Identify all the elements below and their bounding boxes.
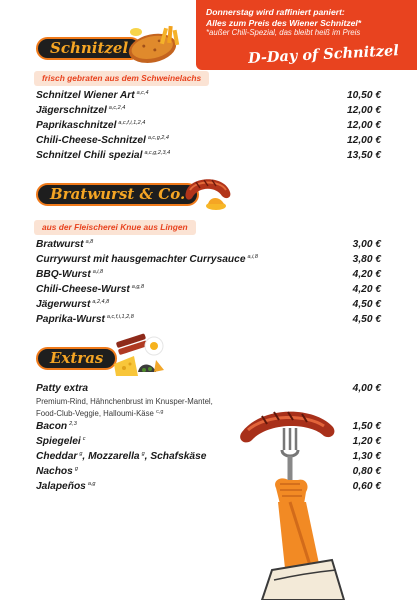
allergens: a,g,8 xyxy=(131,284,145,290)
menu-row xyxy=(36,269,381,280)
item-price: 12,00 € xyxy=(347,135,381,146)
allergens: a,c,2,4 xyxy=(108,105,126,111)
allergens: a,i,8 xyxy=(247,254,258,260)
item-price: 4,50 € xyxy=(352,314,381,325)
menu-row xyxy=(36,299,381,310)
allergens: 2,3 xyxy=(69,421,77,427)
item-name: Spiegelei xyxy=(36,436,81,447)
fork-sausage-illustration xyxy=(232,400,382,600)
item-name: BBQ-Wurst xyxy=(36,269,91,280)
item-name: Jalapeños xyxy=(36,481,86,492)
allergens: a,c,g,2,4 xyxy=(147,135,169,141)
item-price: 4,50 € xyxy=(352,299,381,310)
item-price: 1,50 € xyxy=(352,421,381,432)
item-name: Schnitzel Wiener Art xyxy=(36,90,135,101)
item-name: Bratwurst xyxy=(36,239,84,250)
item-name: Paprika-Wurst xyxy=(36,314,105,325)
item-price: 1,20 € xyxy=(352,436,381,447)
menu-row: Cheddar $^g$, Mozzarella $^g$, Schafskäse 1,30 € xyxy=(36,451,381,462)
menu-row xyxy=(36,254,381,265)
item-name: Chili-Cheese-Schnitzel xyxy=(36,135,146,146)
allergens: a,8 xyxy=(85,239,94,245)
item-price: 0,60 € xyxy=(352,481,381,492)
allergens: c,g xyxy=(156,409,164,415)
allergens: g xyxy=(79,451,83,457)
promo-banner xyxy=(196,0,417,70)
extras-icon xyxy=(108,332,170,384)
allergens: a,c,f,i,1,2,4 xyxy=(118,120,146,126)
item-price: 3,00 € xyxy=(352,239,381,250)
sausage-icon xyxy=(180,170,236,214)
item-price: 1,30 € xyxy=(352,451,381,462)
item-name: Schnitzel Chili spezial xyxy=(36,150,143,161)
item-price: 13,50 € xyxy=(347,150,381,161)
menu-row xyxy=(36,383,381,394)
allergens: g xyxy=(74,466,78,472)
allergens: a,i,8 xyxy=(92,269,104,275)
item-price: 0,80 € xyxy=(352,466,381,477)
menu-row xyxy=(36,90,381,101)
item-price: 4,20 € xyxy=(352,284,381,295)
allergens: c xyxy=(82,436,86,442)
menu-row xyxy=(36,284,381,295)
item-name: Bacon xyxy=(36,421,68,432)
allergens: a,2,4,8 xyxy=(92,299,110,305)
item-price: 12,00 € xyxy=(347,120,381,131)
item-name-3: Schafskäse xyxy=(150,451,207,462)
allergens: g xyxy=(141,451,145,457)
menu-row xyxy=(36,239,381,250)
item-name-2: Mozzarella xyxy=(88,451,140,462)
promo-line-2: Alles zum Preis des Wiener Schnitzel* xyxy=(206,17,362,28)
promo-title: D-Day of Schnitzel xyxy=(247,42,400,67)
item-name: Currywurst mit hausgemachter Currysauce xyxy=(36,254,246,265)
patty-desc-line-1: Premium-Rind, Hähnchenbrust im Knusper-Mantel, xyxy=(36,397,213,406)
item-name: Chili-Cheese-Wurst xyxy=(36,284,130,295)
menu-row xyxy=(36,150,381,161)
item-price: 4,20 € xyxy=(352,269,381,280)
patty-desc-line-2: Food-Club-Veggie, Halloumi-Käse xyxy=(36,409,154,418)
schnitzel-subtitle: frisch gebraten aus dem Schweinelachs xyxy=(34,71,209,86)
allergens: a,g xyxy=(87,481,96,487)
schnitzel-icon xyxy=(124,22,186,66)
allergens: a,c,4 xyxy=(136,90,149,96)
menu-row xyxy=(36,314,381,325)
allergens: a,c,g,2,3,4 xyxy=(144,150,171,156)
item-name: Jägerschnitzel xyxy=(36,105,107,116)
item-price: 12,00 € xyxy=(347,105,381,116)
menu-row xyxy=(36,120,381,131)
item-price: 10,50 € xyxy=(347,90,381,101)
allergens: a,c,f,i,1,2,8 xyxy=(106,314,134,320)
promo-note: *außer Chili-Spezial, das bleibt heiß im Preis xyxy=(206,28,361,37)
item-price: 3,80 € xyxy=(352,254,381,265)
item-price: 4,00 € xyxy=(352,383,381,394)
item-name: Nachos xyxy=(36,466,73,477)
menu-row xyxy=(36,105,381,116)
extras-title: Extras xyxy=(36,347,117,370)
extras-header xyxy=(36,347,117,370)
bratwurst-header xyxy=(36,183,199,206)
bratwurst-subtitle: aus der Fleischerei Knue aus Lingen xyxy=(34,220,196,235)
item-name: Paprikaschnitzel xyxy=(36,120,117,131)
item-name: Patty extra xyxy=(36,383,89,394)
schnitzel-title: Schnitzel xyxy=(36,37,142,60)
item-name: Jägerwurst xyxy=(36,299,91,310)
promo-line-1: Donnerstag wird raffiniert paniert: xyxy=(206,7,345,17)
menu-row xyxy=(36,135,381,146)
bratwurst-title: Bratwurst & Co. xyxy=(36,183,199,206)
item-name: Cheddar xyxy=(36,451,78,462)
